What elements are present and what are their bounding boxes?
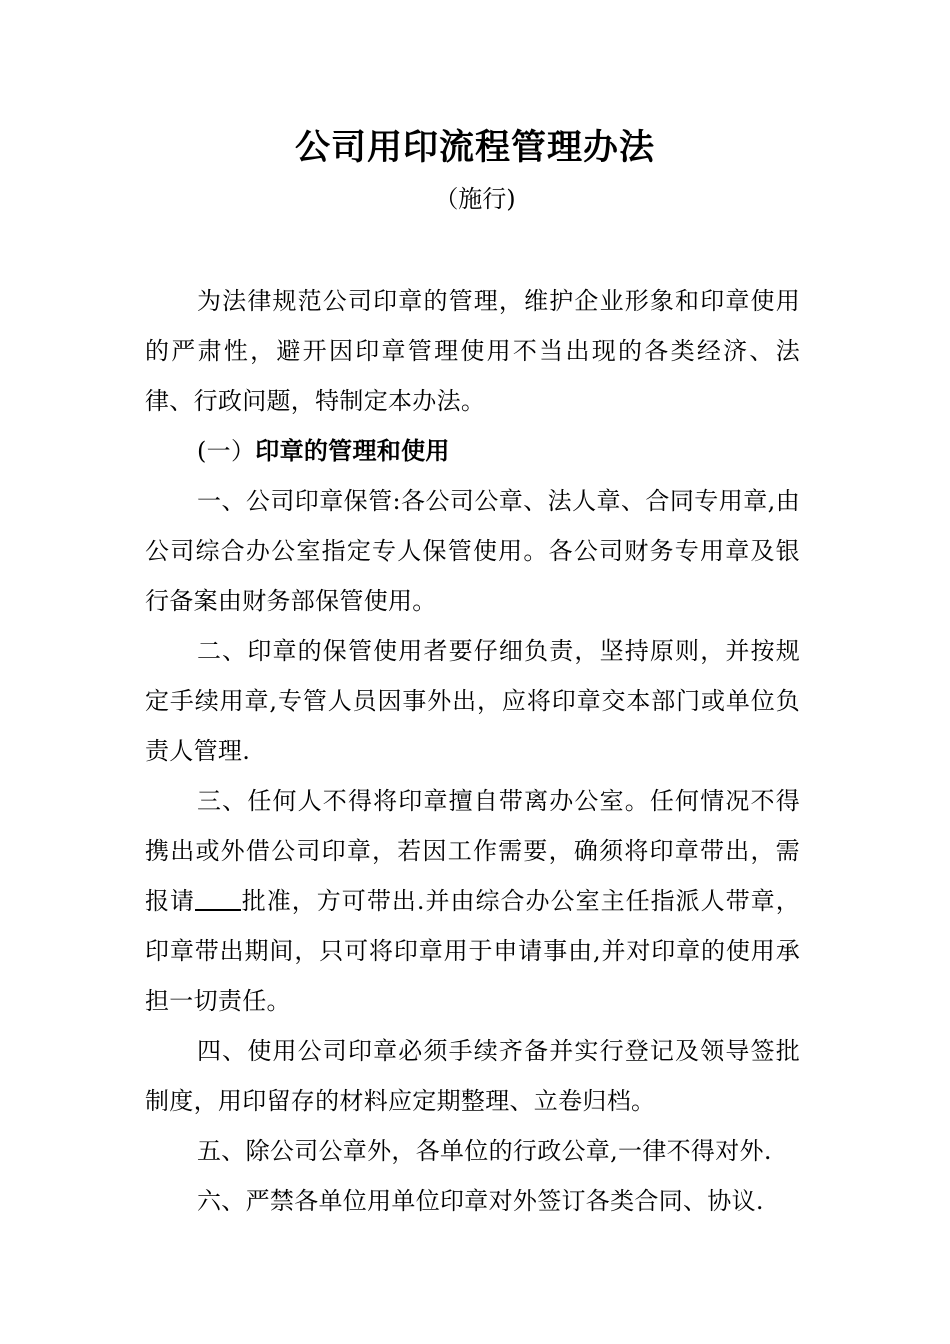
clause-4: 四、使用公司印章必须手续齐备并实行登记及领导签批制度，用印留存的材料应定期整理、立卷归档。 xyxy=(145,1037,800,1115)
document-subtitle: （施行) xyxy=(434,185,516,213)
clause-3-part-2: 批准，方可带出.并由综合办公室主任指派人带章，印章带出期间，只可将印章用于申请事由,并对印章的使用承担一切责任。 xyxy=(145,887,800,1015)
document-body xyxy=(145,276,800,1226)
section-title: 印章的管理和使用 xyxy=(255,437,450,465)
clause-5: 五、除公司公章外，各单位的行政公章,一律不得对外. xyxy=(197,1137,772,1165)
section-heading xyxy=(145,426,800,476)
clause-2: 二、印章的保管使用者要仔细负责，坚持原则，并按规定手续用章,专管人员因事外出，应将印章交本部门或单位负责人管理. xyxy=(145,637,800,765)
clause-3-part-1: 三、任何人不得将印章擅自带离办公室。任何情况不得携出或外借公司印章，若因工作需要，确须将印章带出，需报请 xyxy=(145,787,800,915)
clause-6: 六、严禁各单位用单位印章对外签订各类合同、协议. xyxy=(197,1187,764,1215)
clause-1: 一、公司印章保管:各公司公章、法人章、合同专用章,由公司综合办公室指定专人保管使用。各公司财务专用章及银行备案由财务部保管使用。 xyxy=(145,487,800,615)
section-marker: (一） xyxy=(197,437,256,465)
document-title: 公司用印流程管理办法 xyxy=(294,128,655,168)
clause-3 xyxy=(145,776,800,1026)
intro-paragraph: 为法律规范公司印章的管理，维护企业形象和印章使用的严肃性，避开因印章管理使用不当出现的各类经济、法律、行政问题，特制定本办法。 xyxy=(145,287,800,415)
approver-blank xyxy=(195,887,241,911)
